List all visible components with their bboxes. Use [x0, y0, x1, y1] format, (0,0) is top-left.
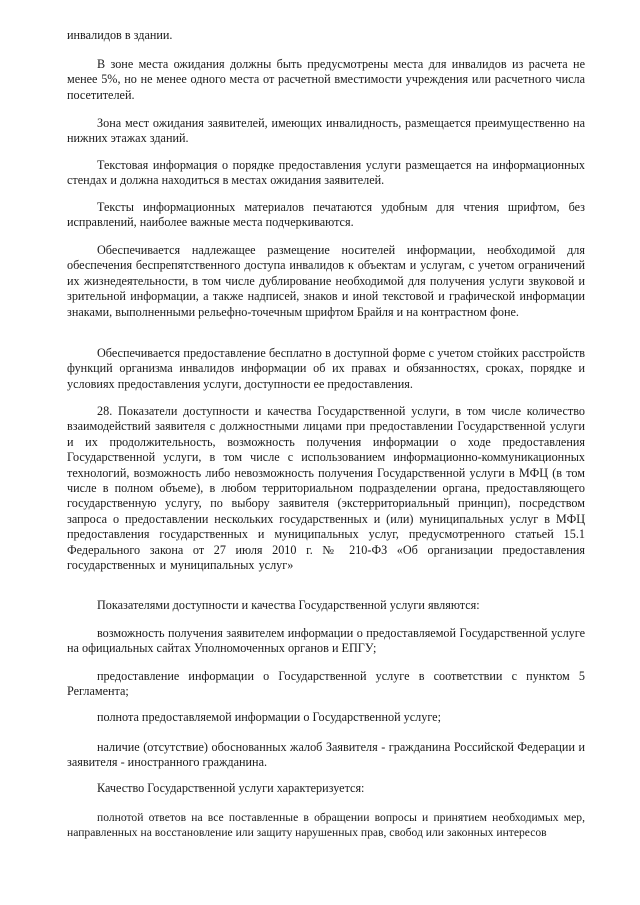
paragraph-9: Показателями доступности и качества Государственной услуги являются: — [97, 598, 480, 612]
paragraph-7: Обеспечивается предоставление бесплатно в доступной форме с учетом стойких расстройств функций организма инвалидов информации об их правах и обязанностях, сроках, порядке и условиях предоставления услуги, доступности ее предоставления. — [67, 346, 585, 391]
paragraph-1: инвалидов в здании. — [67, 28, 173, 42]
paragraph-15: полнотой ответов на все поставленные в обращении вопросы и принятием необходимых мер, направленных на восстановление или защиту нарушенных прав, свобод или законных интересов — [67, 811, 585, 839]
paragraph-8: 28. Показатели доступности и качества Государственной услуги, в том числе количество взаимодействий заявителя с должностными лицами при предоставлении Государственной услуги и их продолжительность, возможность получения информации о ходе предоставления Государственной услуги, в том числе с использованием информационно-коммуникационных технологий, возможность либо невозможность получения Государственной услуги в МФЦ (в том числе в полном объеме), в любом территориальном подразделении органа, предоставляющего государственную услугу, по выбору заявителя (экстерриториальный принцип), посредством запроса о предоставлении нескольких государственных и (или) муниципальных услуг в МФЦ предоставления государственных и муниципальных услуг, предусмотренного статьей 15.1 Федерального закона от 27 июля 2010 г. № 210-ФЗ «Об организации предоставления государственных и муниципальных услуг» — [67, 404, 585, 573]
paragraph-13: наличие (отсутствие) обоснованных жалоб Заявителя - гражданина Российской Федерации и заявителя - иностранного гражданина. — [67, 740, 585, 770]
paragraph-3: Зона мест ожидания заявителей, имеющих инвалидность, размещается преимущественно на нижних этажах зданий. — [67, 116, 585, 146]
paragraph-12: полнота предоставляемой информации о Государственной услуге; — [97, 710, 441, 724]
paragraph-2: В зоне места ожидания должны быть предусмотрены места для инвалидов из расчета не менее 5%, но не менее одного места от расчетной вместимости учреждения или расчетного числа посетителей. — [67, 57, 585, 102]
paragraph-10: возможность получения заявителем информации о предоставляемой Государственной услуге на официальных сайтах Уполномоченных органов и ЕПГУ; — [67, 626, 585, 656]
paragraph-6: Обеспечивается надлежащее размещение носителей информации, необходимой для обеспечения беспрепятственного доступа инвалидов к объектам и услугам, с учетом ограничений их жизнедеятельности, в том числе дублирование необходимой для получения услуги звуковой и зрительной информации, а также надписей, знаков и иной текстовой и графической информации знаками, выполненными рельефно-точечным шрифтом Брайля и на контрастном фоне. — [67, 243, 585, 319]
paragraph-5: Тексты информационных материалов печатаются удобным для чтения шрифтом, без исправлений, наиболее важные места подчеркиваются. — [67, 200, 585, 230]
paragraph-4: Текстовая информация о порядке предоставления услуги размещается на информационных стендах и должна находиться в местах ожидания заявителей. — [67, 158, 585, 188]
paragraph-11: предоставление информации о Государственной услуге в соответствии с пунктом 5 Регламента; — [67, 669, 585, 699]
paragraph-14: Качество Государственной услуги характеризуется: — [97, 781, 365, 795]
